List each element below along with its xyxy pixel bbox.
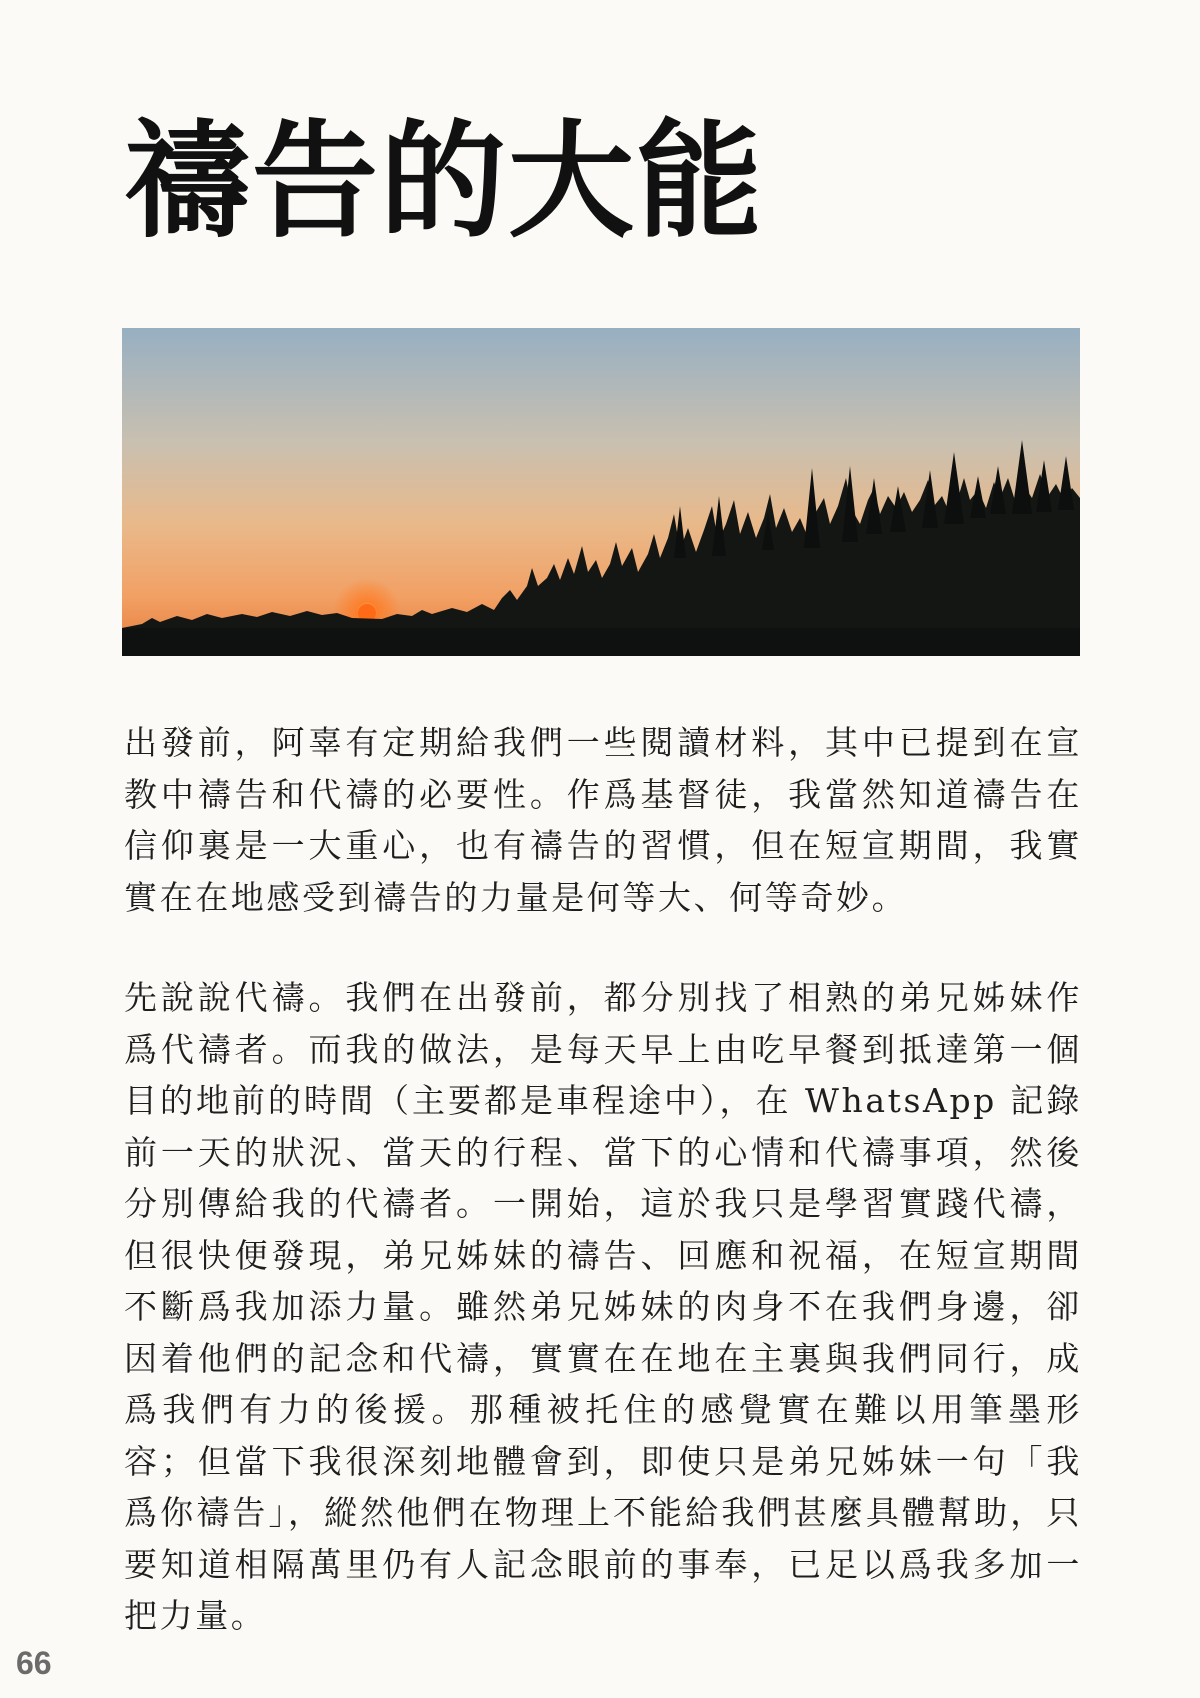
page-title: 禱告的大能 [124,107,764,255]
sunset-forest-photo [122,328,1080,656]
body-paragraph-2: 先說說代禱。我們在出發前，都分別找了相熟的弟兄姊妹作爲代禱者。而我的做法，是每天早上由吃早餐到抵達第一個目的地前的時間（主要都是車程途中），在 WhatsApp 記錄前一天的狀況、當天的行程、當下的心情和代禱事項，然後分別傳給我的代禱者。一開始，這於我只是學習實踐代禱，但很快便發現，弟兄姊妹的禱告、回應和祝福，在短宣期間不斷爲我加添力量。雖然弟兄姊妹的肉身不在我們身邊，卻因着他們的記念和代禱，實實在在地在主裏與我們同行，成爲我們有力的後援。那種被托住的感覺實在難以用筆墨形容；但當下我很深刻地體會到，即使只是弟兄姊妹一句「我爲你禱告」，縱然他們在物理上不能給我們甚麼具體幫助，只要知道相隔萬里仍有人記念眼前的事奉，已足以爲我多加一把力量。 [124,978,1082,1635]
body-paragraph-1: 出發前，阿辜有定期給我們一些閱讀材料，其中已提到在宣教中禱告和代禱的必要性。作爲基督徒，我當然知道禱告在信仰裏是一大重心，也有禱告的習慣，但在短宣期間，我實實在在地感受到禱告的力量是何等大、何等奇妙。 [124,723,1082,917]
page-number: 66 [16,1645,52,1681]
